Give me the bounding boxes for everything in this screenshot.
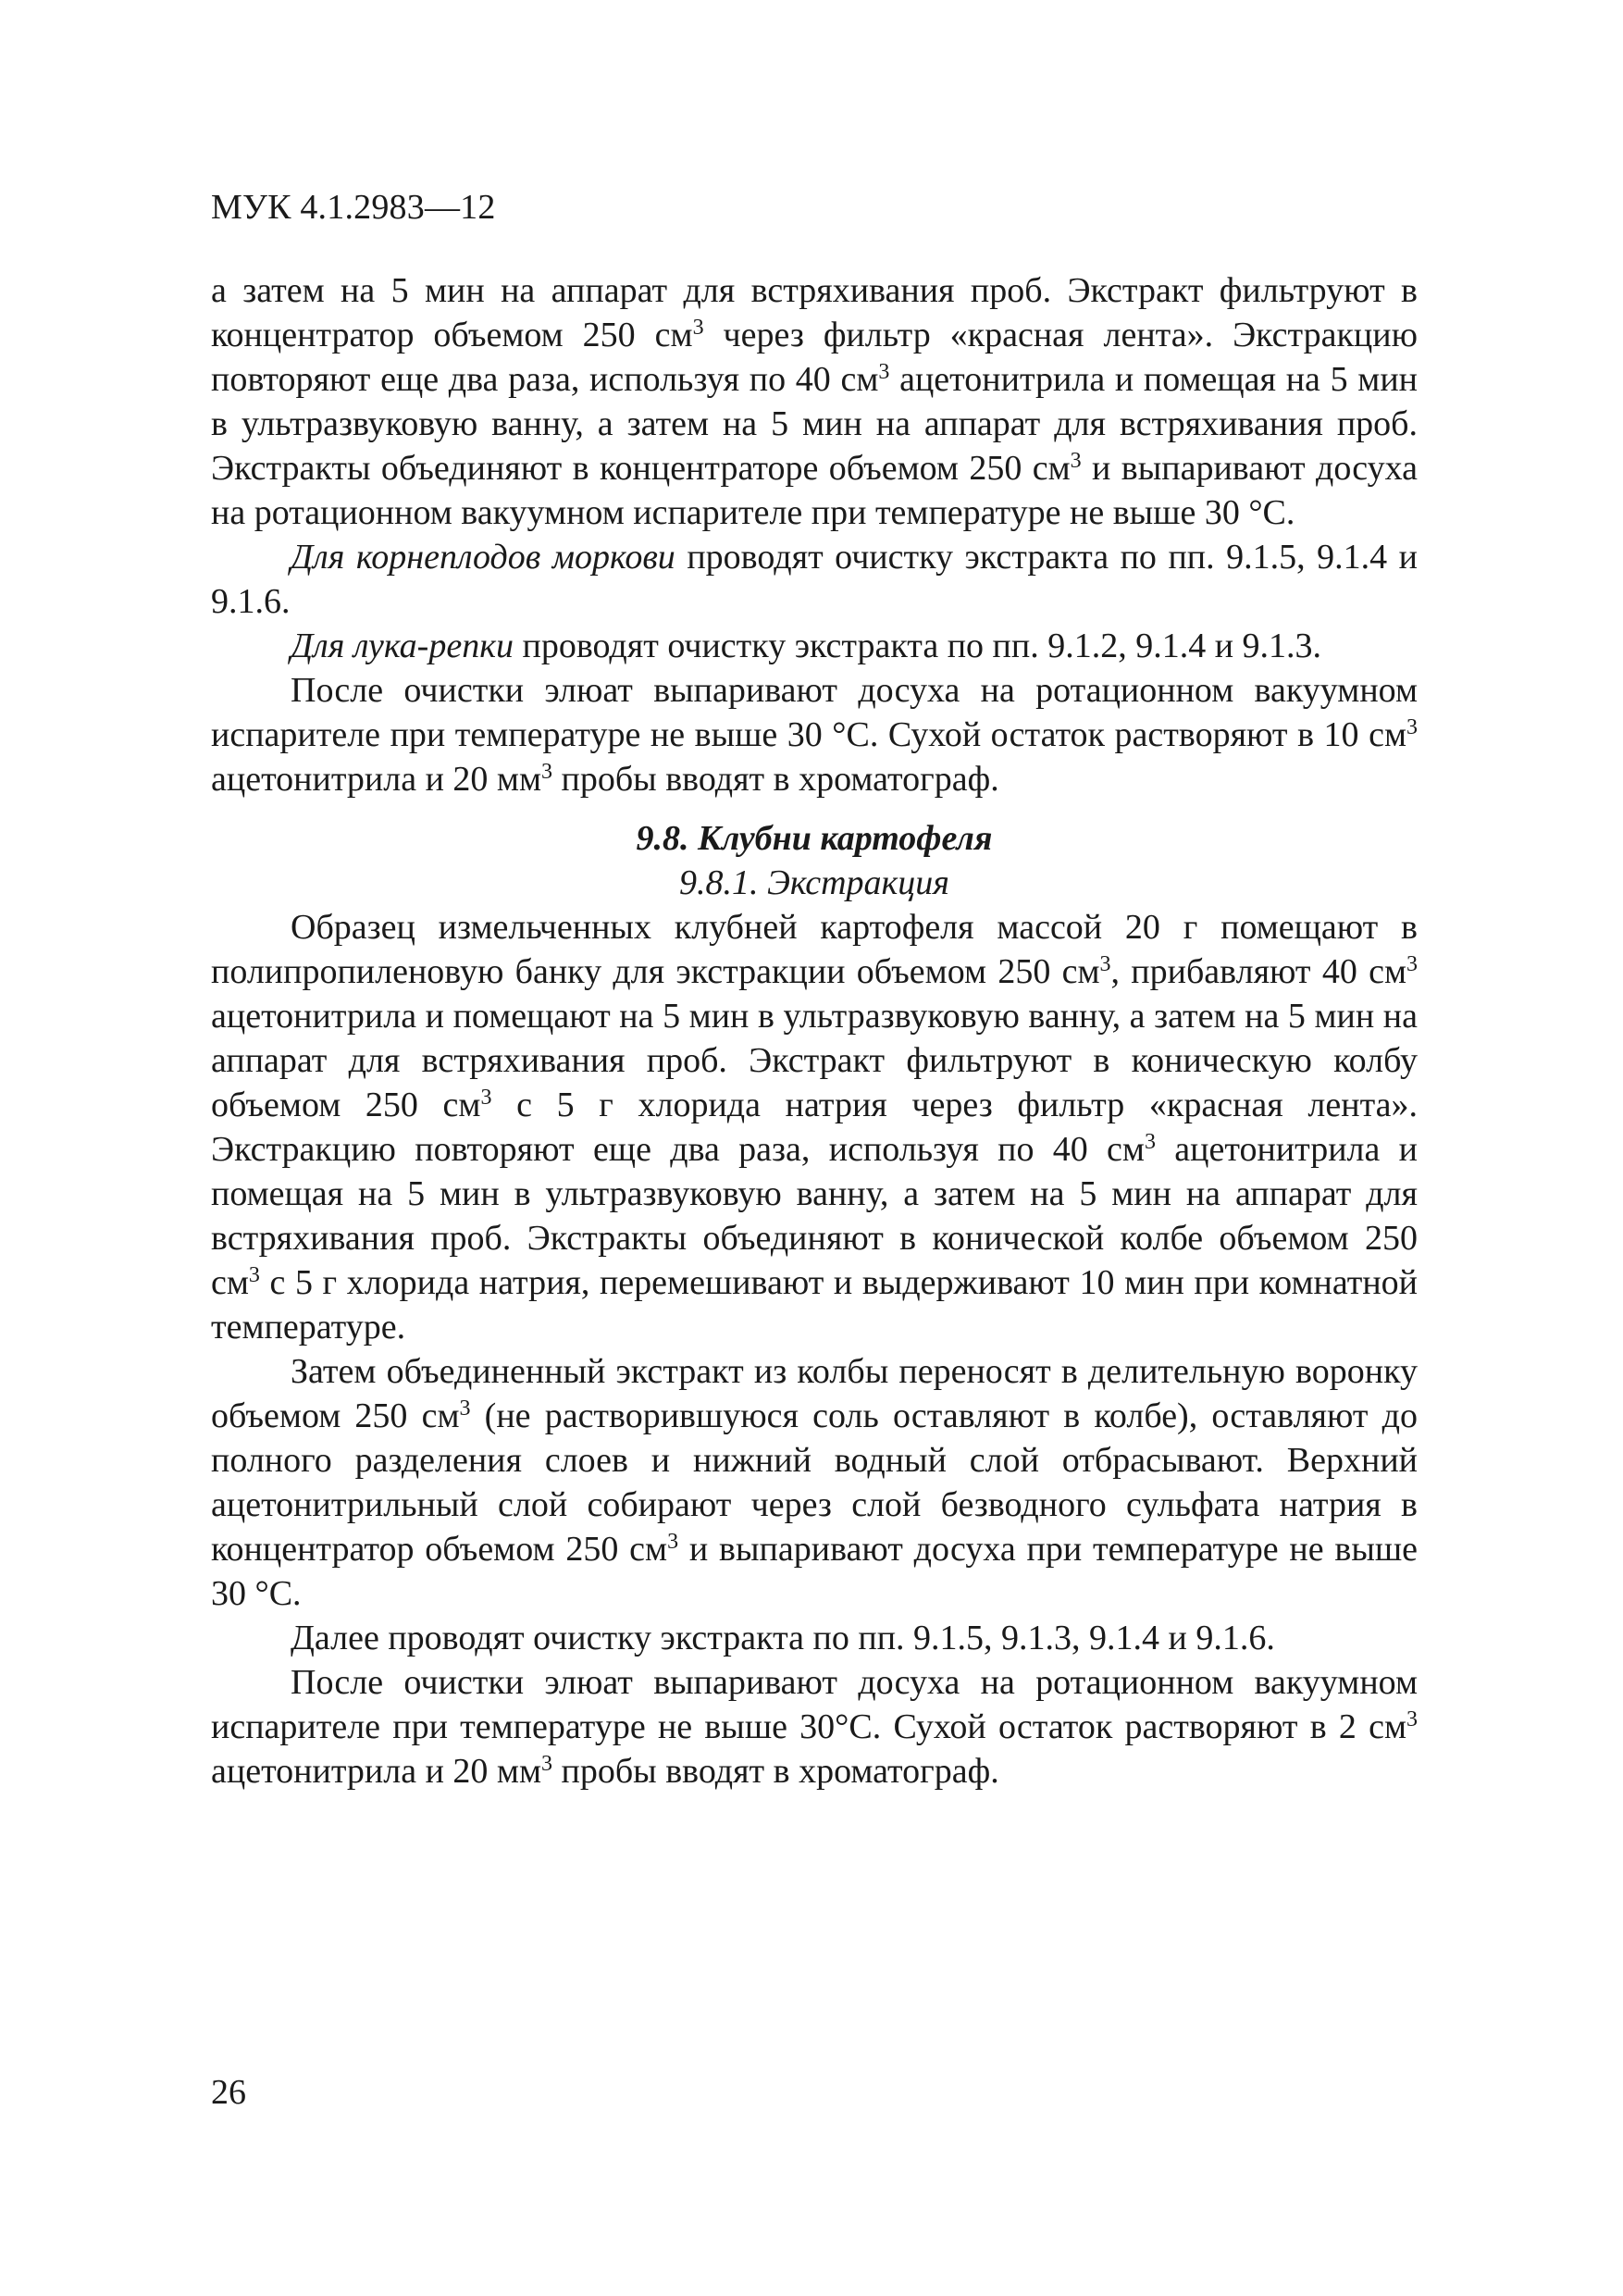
paragraph-potato-sample: Образец измельченных клубней картофеля массой 20 г помещают в полипропиленовую банку для экстракции объемом 250 $см^3$, прибавляют 40 $см^3$ ацетонитрила и помещают на 5 мин в ультразвуковую ванну, а затем на 5 мин на аппарат для встряхивания проб. Экстракт фильтруют в коническую колбу объемом 250 $см^3$ с 5 г хлорида натрия через фильтр «красная лента». Экстракцию повторяют еще два раза, используя по 40 $см^3$ ацетонитрила и помещая на 5 мин в ультразвуковую ванну, а затем на 5 мин на аппарат для встряхивания проб. Экстракты объединяют в конической колбе объемом 250 $см^3$ с 5 г хлорида натрия, перемешивают и выдерживают 10 мин при комнатной температуре. bbox=[211, 908, 1419, 1347]
superscript-3: 3 bbox=[1144, 1130, 1156, 1154]
paragraph-separation: Затем объединенный экстракт из колбы переносят в делительную воронку объемом 250 $см^3$ (не растворившуюся соль оставляют в колбе), оставляют до полного разделения слоев и нижний водный слой отбрасывают. Верхний ацетонитрильный слой собирают через слой безводного сульфата натрия в концентратор объемом 250 $см^3$ и выпаривают досуха при температуре не выше 30 °С. bbox=[211, 1352, 1419, 1613]
onion-lead: Для лука-репки bbox=[291, 627, 514, 665]
superscript-3: 3 bbox=[1406, 1707, 1418, 1731]
superscript-3: 3 bbox=[480, 1086, 492, 1110]
subsection-title: 9.8.1. Экстракция bbox=[679, 863, 949, 902]
paragraph-onion: Для лука-репки проводят очистку экстракта по пп. 9.1.2, 9.1.4 и 9.1.3. bbox=[291, 627, 1322, 665]
superscript-3: 3 bbox=[1406, 715, 1418, 739]
paragraph-cleanup: Далее проводят очистку экстракта по пп. 9.1.5, 9.1.3, 9.1.4 и 9.1.6. bbox=[291, 1619, 1275, 1657]
page-body bbox=[211, 268, 1418, 1793]
superscript-3: 3 bbox=[248, 1263, 260, 1287]
paragraph-evaporation: После очистки элюат выпаривают досуха на ротационном вакуумном испарителе при температуре не выше 30 °С. Сухой остаток растворяют в 10 $см^3$ ацетонитрила и 20 $мм^3$ пробы вводят в хроматограф. bbox=[211, 671, 1418, 799]
superscript-3: 3 bbox=[667, 1530, 679, 1554]
superscript-3: 3 bbox=[878, 360, 890, 384]
document-code-header: МУК 4.1.2983—12 bbox=[211, 188, 496, 227]
superscript-3: 3 bbox=[1070, 449, 1082, 473]
carrot-lead: Для корнеплодов моркови bbox=[291, 538, 675, 577]
superscript-3: 3 bbox=[459, 1396, 471, 1421]
superscript-3: 3 bbox=[1406, 952, 1419, 976]
paragraph-extraction-continued: а затем на 5 мин на аппарат для встряхивания проб. Экстракт фильтруют в концентратор объемом 250 $см^3$ через фильтр «красная лента». Экстракцию повторяют еще два раза, используя по 40 $см^3$ ацетонитрила и помещая на 5 мин в ультразвуковую ванну, а затем на 5 мин на аппарат для встряхивания проб. Экстракты объединяют в концентраторе объемом 250 $см^3$ и выпаривают досуха на ротационном вакуумном испарителе при температуре не выше 30 °С. bbox=[211, 271, 1419, 532]
paragraph-carrot: Для корнеплодов моркови проводят очистку экстракта по пп. 9.1.5, 9.1.4 и 9.1.6. bbox=[211, 538, 1418, 621]
paragraph-final-evaporation: После очистки элюат выпаривают досуха на ротационном вакуумном испарителе при температуре не выше 30°С. Сухой остаток растворяют в 2 $см^3$ ацетонитрила и 20 $мм^3$ пробы вводят в хроматограф. bbox=[211, 1663, 1418, 1791]
superscript-3: 3 bbox=[541, 1752, 553, 1776]
superscript-3: 3 bbox=[541, 760, 553, 784]
superscript-3: 3 bbox=[692, 316, 704, 340]
superscript-3: 3 bbox=[1099, 952, 1111, 976]
page-number: 26 bbox=[211, 2073, 246, 2112]
section-title: 9.8. Клубни картофеля bbox=[636, 819, 993, 858]
